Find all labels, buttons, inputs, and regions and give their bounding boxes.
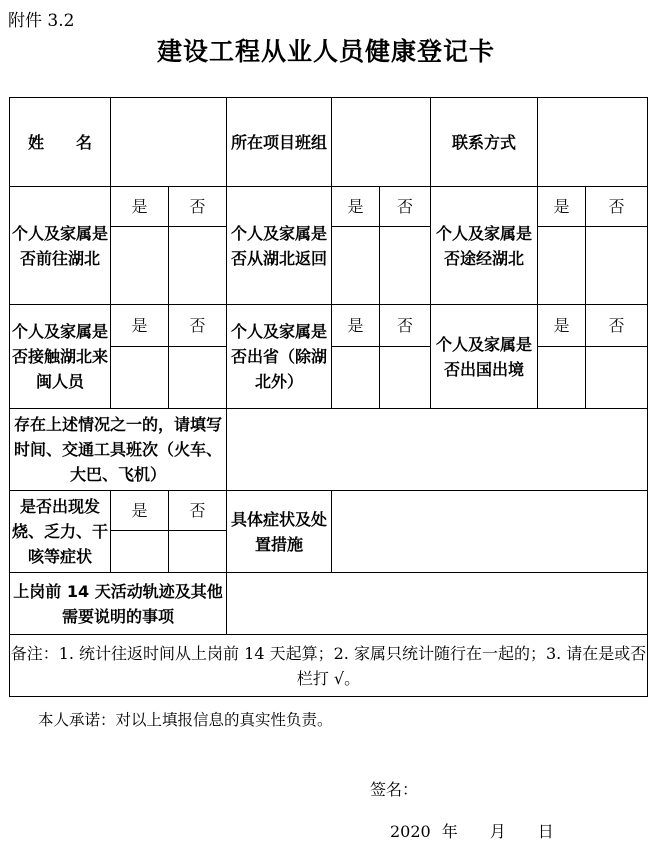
contact-label: 联系方式	[431, 98, 538, 187]
question-returned-from-hubei: 个人及家属是否从湖北返回	[227, 187, 332, 305]
symptom-details-label: 具体症状及处置措施	[227, 491, 332, 573]
contact-field[interactable]	[538, 98, 648, 187]
yes-header: 是	[111, 491, 169, 531]
signature-label: 签名：	[370, 780, 419, 799]
q3-no-checkbox[interactable]	[586, 227, 648, 305]
no-header: 否	[169, 187, 227, 227]
question-went-abroad: 个人及家属是否出国出境	[431, 305, 538, 409]
q6-no-checkbox[interactable]	[586, 347, 648, 409]
q1-no-checkbox[interactable]	[169, 227, 227, 305]
travel-details-label: 存在上述情况之一的，请填写时间、交通工具班次（火车、大巴、飞机）	[10, 409, 227, 491]
activity-track-label: 上岗前 14 天活动轨迹及其他需要说明的事项	[10, 573, 227, 635]
q6-yes-checkbox[interactable]	[538, 347, 586, 409]
yes-header: 是	[111, 305, 169, 347]
no-header: 否	[380, 187, 431, 227]
project-team-label: 所在项目班组	[227, 98, 332, 187]
yes-header: 是	[332, 305, 380, 347]
q5-no-checkbox[interactable]	[380, 347, 431, 409]
travel-details-field[interactable]	[227, 409, 648, 491]
attachment-number: 附件 3.2	[8, 11, 75, 31]
question-contact-hubei-visitors: 个人及家属是否接触湖北来闽人员	[10, 305, 111, 409]
question-left-province: 个人及家属是否出省（除湖北外）	[227, 305, 332, 409]
question-went-to-hubei: 个人及家属是否前往湖北	[10, 187, 111, 305]
no-header: 否	[586, 305, 648, 347]
health-registration-table	[9, 97, 648, 697]
no-header: 否	[169, 305, 227, 347]
name-field[interactable]	[111, 98, 227, 187]
no-header: 否	[380, 305, 431, 347]
symptom-details-field[interactable]	[332, 491, 648, 573]
q2-yes-checkbox[interactable]	[332, 227, 380, 305]
q1-yes-checkbox[interactable]	[111, 227, 169, 305]
no-header: 否	[586, 187, 648, 227]
q4-no-checkbox[interactable]	[169, 347, 227, 409]
q3-yes-checkbox[interactable]	[538, 227, 586, 305]
yes-header: 是	[332, 187, 380, 227]
commitment-statement: 本人承诺：对以上填报信息的真实性负责。	[38, 711, 333, 729]
project-team-field[interactable]	[332, 98, 431, 187]
yes-header: 是	[111, 187, 169, 227]
page-title: 建设工程从业人员健康登记卡	[156, 37, 495, 66]
symptom-yes-checkbox[interactable]	[111, 531, 169, 573]
activity-track-field[interactable]	[227, 573, 648, 635]
yes-header: 是	[538, 305, 586, 347]
q4-yes-checkbox[interactable]	[111, 347, 169, 409]
no-header: 否	[169, 491, 227, 531]
q2-no-checkbox[interactable]	[380, 227, 431, 305]
symptom-no-checkbox[interactable]	[169, 531, 227, 573]
q5-yes-checkbox[interactable]	[332, 347, 380, 409]
date-line: 2020 年 月 日	[390, 822, 554, 841]
remarks-note: 备注：1. 统计往返时间从上岗前 14 天起算；2. 家属只统计随行在一起的；3. 请在是或否栏打 √。	[10, 635, 648, 697]
question-passed-through-hubei: 个人及家属是否途经湖北	[431, 187, 538, 305]
name-label: 姓 名	[10, 98, 111, 187]
question-symptoms: 是否出现发烧、乏力、干咳等症状	[10, 491, 111, 573]
yes-header: 是	[538, 187, 586, 227]
